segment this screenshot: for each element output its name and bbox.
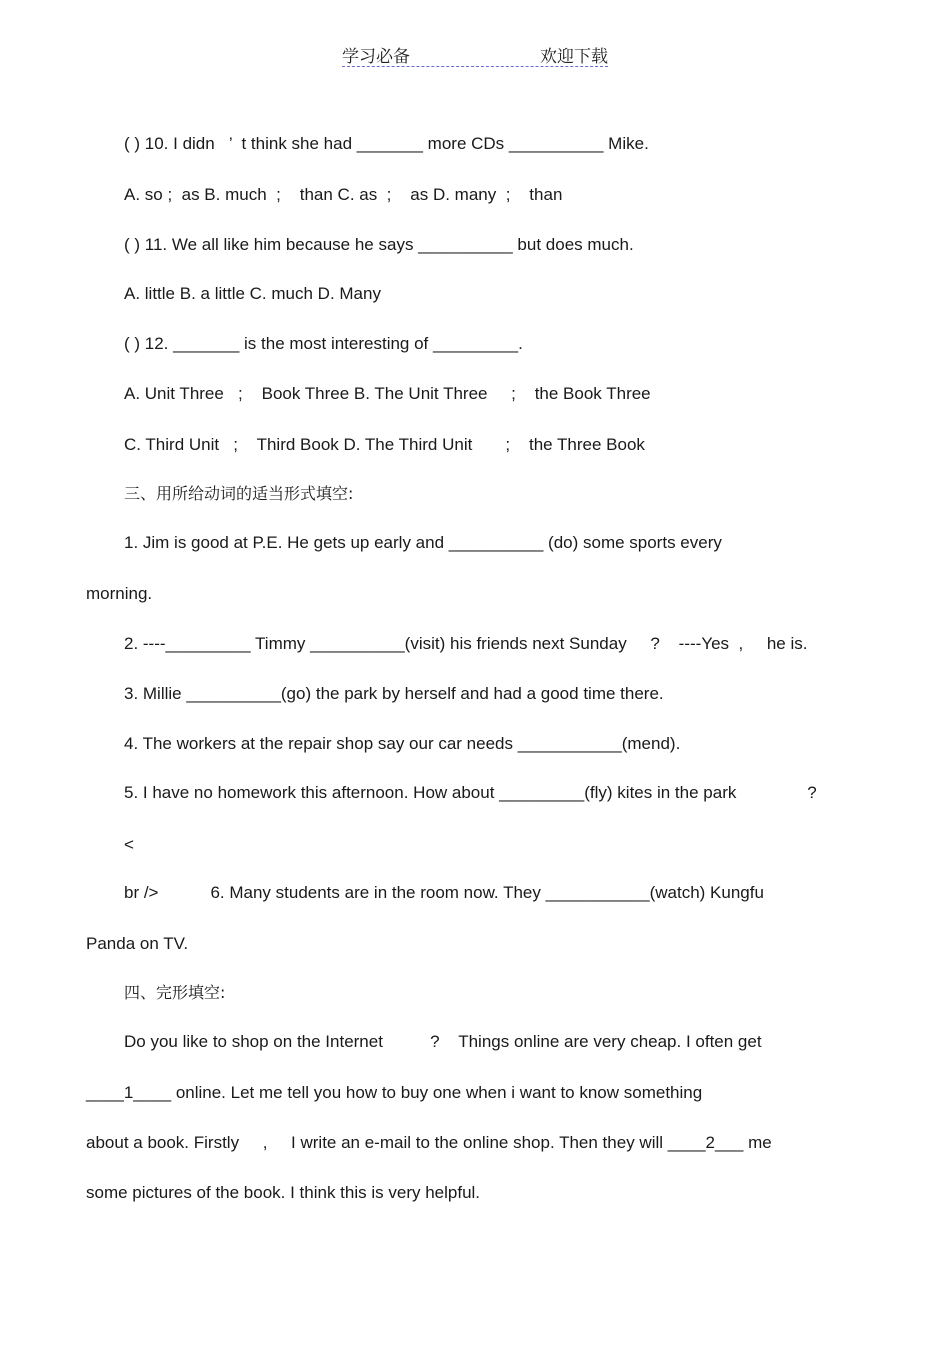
verb-item-1-cont: morning.	[86, 584, 153, 603]
verb-item-5: 5. I have no homework this afternoon. How about _________(fly) kites in the park ?	[124, 783, 817, 802]
question-10: ( ) 10. I didn ’ t think she had _______ more CDs __________ Mike.	[124, 134, 649, 153]
verb-item-4: 4. The workers at the repair shop say our car needs ___________(mend).	[124, 734, 681, 753]
question-12-options-cd: C. Third Unit ; Third Book D. The Third Unit ; the Three Book	[124, 435, 645, 454]
verb-item-6: br /> 6. Many students are in the room now. They ___________(watch) Kungfu	[124, 883, 764, 902]
page-header	[342, 42, 608, 67]
section-3-heading: 三、用所给动词的适当形式填空:	[124, 484, 354, 503]
verb-item-2: 2. ----_________ Timmy __________(visit) his friends next Sunday ? ----Yes , he is.	[124, 634, 808, 653]
question-11-options: A. little B. a little C. much D. Many	[124, 284, 381, 303]
question-11: ( ) 11. We all like him because he says __________ but does much.	[124, 235, 634, 254]
verb-item-1: 1. Jim is good at P.E. He gets up early and __________ (do) some sports every	[124, 533, 722, 552]
cloze-line-1: Do you like to shop on the Internet ? Things online are very cheap. I often get	[124, 1032, 762, 1051]
verb-item-3: 3. Millie __________(go) the park by herself and had a good time there.	[124, 684, 664, 703]
question-10-options: A. so ; as B. much ; than C. as ; as D. many ; than	[124, 185, 563, 204]
cloze-line-2: ____1____ online. Let me tell you how to buy one when i want to know something	[86, 1083, 703, 1102]
verb-item-6-cont: Panda on TV.	[86, 934, 189, 953]
header-right-text: 欢迎下载	[540, 47, 608, 67]
cloze-line-4: some pictures of the book. I think this is very helpful.	[86, 1183, 481, 1202]
cloze-line-3: about a book. Firstly , I write an e-mail to the online shop. Then they will ____2___ me	[86, 1133, 772, 1152]
header-left-text: 学习必备	[342, 47, 410, 67]
question-12-options-ab: A. Unit Three ; Book Three B. The Unit Three ; the Book Three	[124, 384, 651, 403]
section-4-heading: 四、完形填空:	[124, 983, 226, 1002]
question-12: ( ) 12. _______ is the most interesting of _________.	[124, 334, 523, 353]
stray-markup-lt: <	[124, 835, 134, 854]
